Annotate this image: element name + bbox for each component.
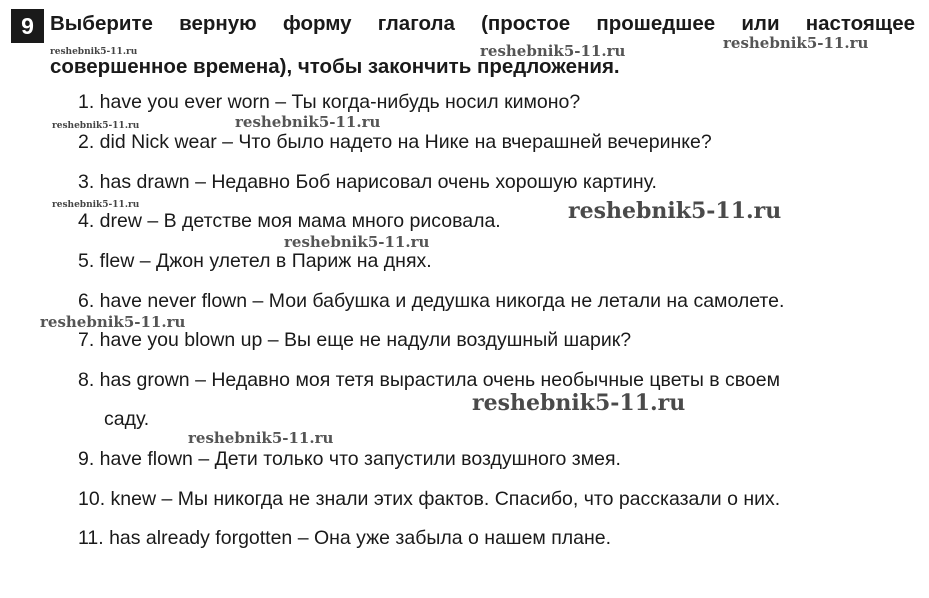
task-heading-line-1: Выберите верную форму глагола (простое прошедшее или настоящее [50,12,915,35]
watermark: reshebnik5-11.ru [52,121,140,131]
watermark: reshebnik5-11.ru [472,390,686,416]
answer-item-5: 5. flew – Джон улетел в Париж на днях. [78,250,432,272]
task-heading-line-2: совершенное времена), чтобы закончить предложения. [50,55,620,78]
answer-item-6: 6. have never flown – Мои бабушка и дедушка никогда не летали на самолете. [78,290,785,312]
answer-item-11: 11. has already forgotten – Она уже забыла о нашем плане. [78,527,612,549]
answer-item-3: 3. has drawn – Недавно Боб нарисовал очень хорошую картину. [78,171,657,193]
task-number-badge: 9 [11,9,44,43]
watermark: reshebnik5-11.ru [52,200,140,210]
answer-item-8-continuation: саду. [104,408,150,430]
watermark: reshebnik5-11.ru [50,47,138,57]
answer-item-1: 1. have you ever worn – Ты когда-нибудь носил кимоно? [78,91,581,113]
watermark: reshebnik5-11.ru [40,313,186,331]
answer-item-9: 9. have flown – Дети только что запустили воздушного змея. [78,448,621,470]
watermark: reshebnik5-11.ru [568,198,782,224]
answer-item-2: 2. did Nick wear – Что было надето на Нике на вчерашней вечеринке? [78,131,712,153]
watermark: reshebnik5-11.ru [235,113,381,131]
watermark: reshebnik5-11.ru [480,42,626,60]
answer-item-7: 7. have you blown up – Вы еще не надули воздушный шарик? [78,329,632,351]
answer-item-4: 4. drew – В детстве моя мама много рисовала. [78,210,501,232]
watermark: reshebnik5-11.ru [188,429,334,447]
watermark: reshebnik5-11.ru [723,34,869,52]
answer-item-8: 8. has grown – Недавно моя тетя вырастила очень необычные цветы в своем [78,369,781,391]
watermark: reshebnik5-11.ru [284,233,430,251]
answer-item-10: 10. knew – Мы никогда не знали этих фактов. Спасибо, что рассказали о них. [78,488,781,510]
